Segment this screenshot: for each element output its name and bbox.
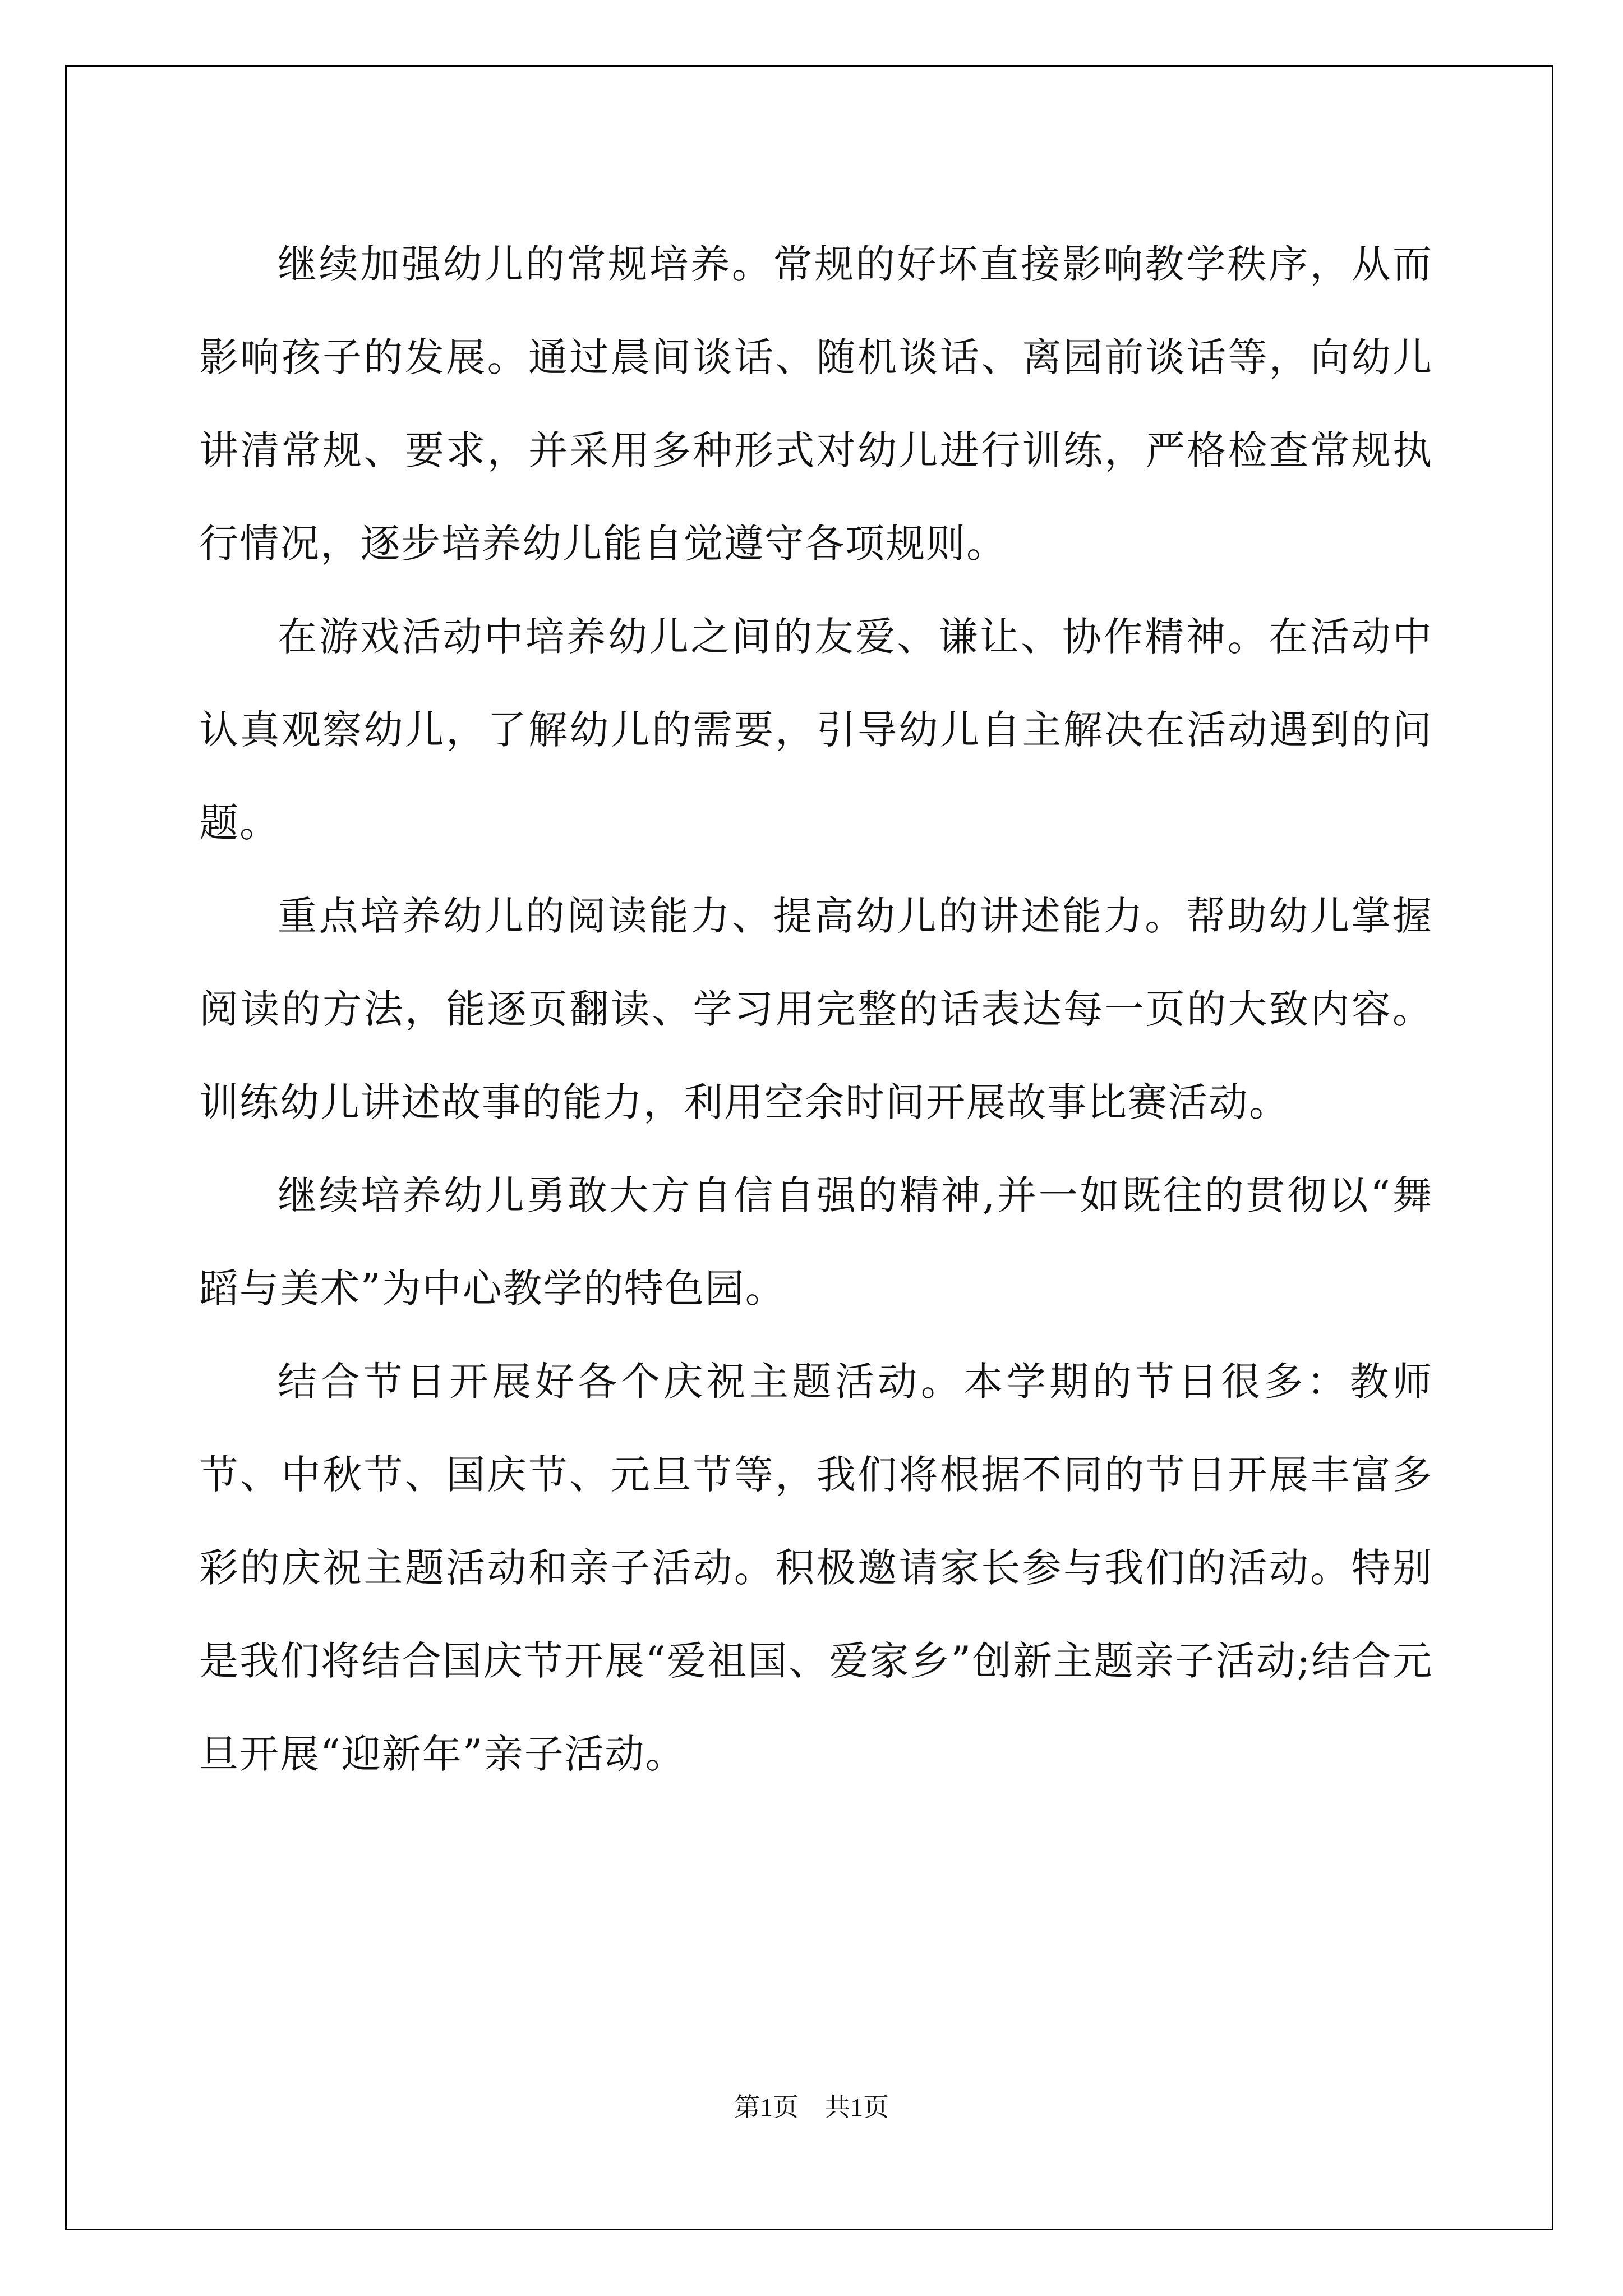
paragraph-game-activities: 在游戏活动中培养幼儿之间的友爱、谦让、协作精神。在活动中认真观察幼儿，了解幼儿的需要，引导幼儿自主解决在活动遇到的问题。	[199, 614, 1433, 846]
paragraph-reading-ability: 重点培养幼儿的阅读能力、提高幼儿的讲述能力。帮助幼儿掌握阅读的方法，能逐页翻读、学习用完整的话表达每一页的大致内容。训练幼儿讲述故事的能力，利用空余时间开展故事比赛活动。	[199, 893, 1433, 1125]
paragraph-routine-training: 继续加强幼儿的常规培养。常规的好坏直接影响教学秩序，从而影响孩子的发展。通过晨间谈话、随机谈话、离园前谈话等，向幼儿讲清常规、要求，并采用多种形式对幼儿进行训练，严格检查常规执行情况，逐步培养幼儿能自觉遵守各项规则。	[199, 241, 1433, 567]
page-number-total: 共1页	[824, 2093, 889, 2122]
page-number-current: 第1页	[734, 2093, 799, 2122]
paragraph-confidence-spirit: 继续培养幼儿勇敢大方自信自强的精神,并一如既往的贯彻以“舞蹈与美术”为中心教学的特色园。	[199, 1172, 1433, 1312]
page-footer	[0, 2087, 1623, 2124]
document-body	[199, 218, 1433, 1801]
paragraph-festival-activities: 结合节日开展好各个庆祝主题活动。本学期的节日很多：教师节、中秋节、国庆节、元旦节等，我们将根据不同的节日开展丰富多彩的庆祝主题活动和亲子活动。积极邀请家长参与我们的活动。特别是我们将结合国庆节开展“爱祖国、爱家乡”创新主题亲子活动;结合元旦开展“迎新年”亲子活动。	[199, 1359, 1433, 1777]
